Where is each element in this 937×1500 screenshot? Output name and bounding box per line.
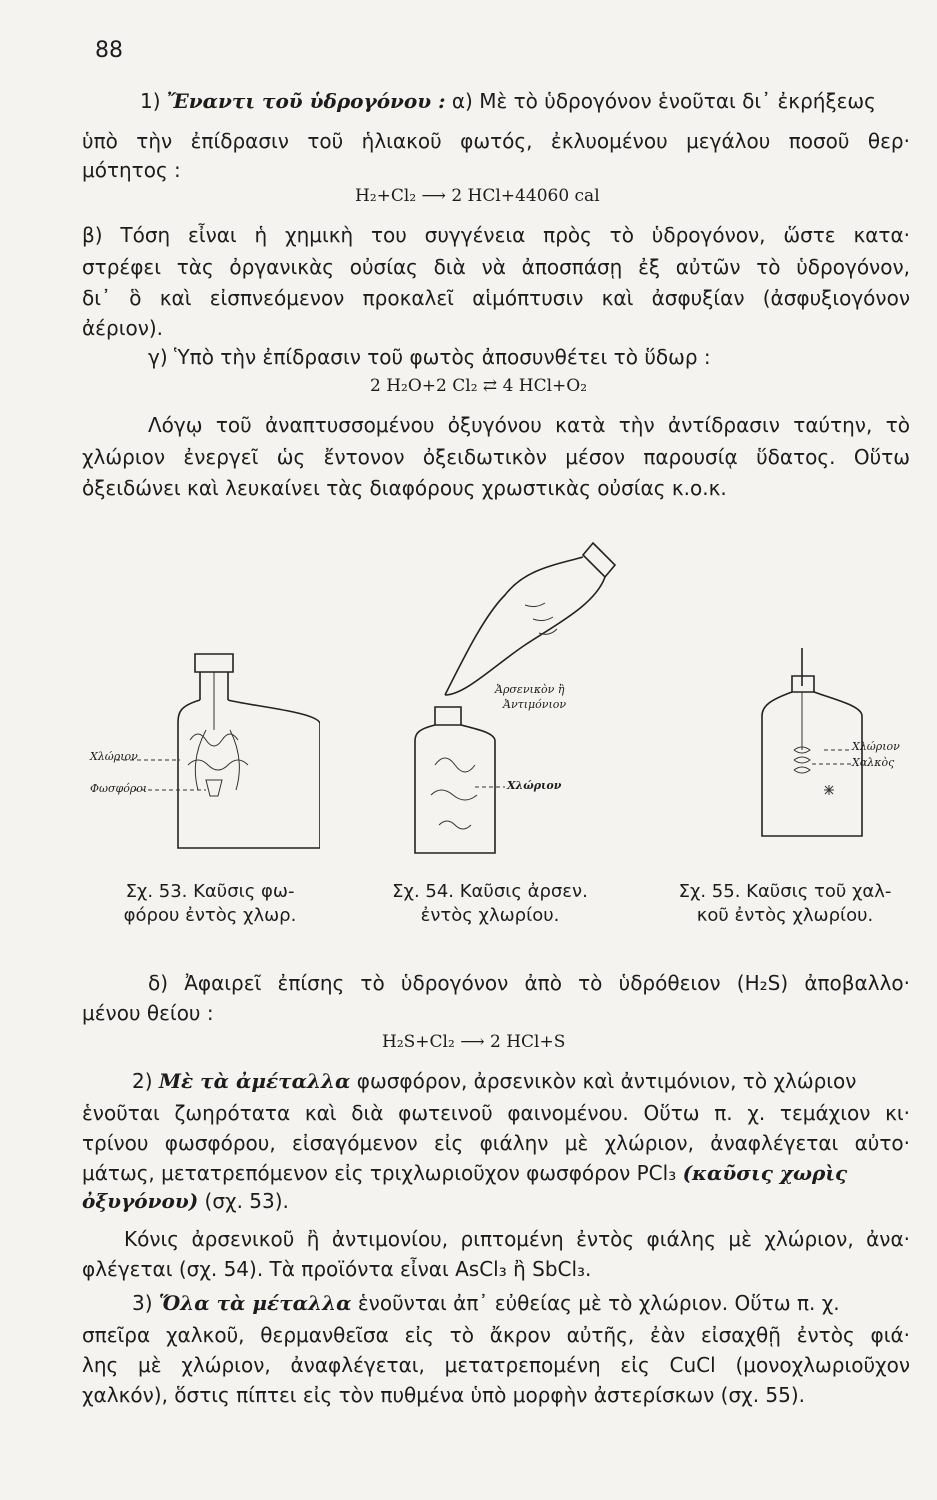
para5-line3: τρίνου φωσφόρου, εἰσαγόμενον εἰς φιάλην μὲ χλώριον, ἀναφλέγεται αὐτο· (82, 1131, 910, 1155)
figure-54 (405, 535, 625, 865)
para2-line5: γ) Ὑπὸ τὴν ἐπίδρασιν τοῦ φωτὸς ἀποσυνθέτει τὸ ὕδωρ : (148, 345, 711, 369)
hand-upper (445, 557, 583, 695)
caption-fig53-line2: φόρου ἐντὸς χλωρ. (123, 905, 297, 926)
label-arsenic-line2: Ἀντιμόνιον (503, 698, 567, 711)
caption-fig53-line1: Σχ. 53. Καῦσις φω- (125, 881, 295, 902)
stopper (195, 654, 233, 672)
para5-line4-italic: (καῦσις χωρὶς (682, 1161, 848, 1185)
para6-line3: λης μὲ χλώριον, ἀναφλέγεται, μετατρεπομένη εἰς CuCl (μονοχλωριοῦχον (82, 1353, 910, 1377)
para5-line4-text: μάτως, μετατρεπόμενον εἰς τριχλωριοῦχον φωσφόρον PCl₃ (82, 1161, 677, 1185)
para5-line5 (82, 1186, 910, 1216)
item-number: 3) (132, 1291, 153, 1315)
figure-53 (80, 640, 320, 870)
para6-line1 (82, 1288, 910, 1318)
equation-3: H₂S+Cl₂ ⟶ 2 HCl+S (382, 1032, 566, 1052)
flames (431, 758, 477, 829)
label-chlorine: Χλώριον (90, 750, 138, 763)
para3-line1: Λόγῳ τοῦ ἀναπτυσσομένου ὀξυγόνου κατὰ τὴν ἀντίδρασιν ταύτην, τὸ (148, 413, 910, 437)
para3-line2: χλώριον ἐνεργεῖ ὡς ἔντονον ὀξειδωτικὸν μέσον παρουσίᾳ ὕδατος. Οὕτω (82, 445, 910, 469)
bottle-body (178, 700, 320, 848)
para1-line1-text: α) Μὲ τὸ ὑδρογόνον ἑνοῦται δι᾽ ἐκρήξεως (451, 89, 876, 113)
para5-line7: φλέγεται (σχ. 54). Τὰ προϊόντα εἶναι AsCl₃ ἢ SbCl₃. (82, 1257, 592, 1281)
caption-fig55 (655, 880, 915, 928)
page-number: 88 (95, 38, 123, 63)
label-chlorine: Χλώριον (507, 779, 562, 792)
caption-fig53 (95, 880, 325, 928)
para5-line5-text: (σχ. 53). (204, 1189, 289, 1213)
para1-line3: μότητος : (82, 158, 181, 182)
spoon-wire (195, 672, 239, 790)
para4-line1: δ) Ἀφαιρεῖ ἐπίσης τὸ ὑδρογόνον ἀπὸ τὸ ὑδρόθειον (H₂S) ἀποβαλλο· (148, 971, 910, 995)
cuff (583, 543, 615, 577)
item-number: 1) (140, 89, 161, 113)
caption-fig55-line2: κοῦ ἐντὸς χλωρίου. (696, 905, 874, 926)
para5-line5-italic: ὀξυγόνου) (82, 1189, 199, 1213)
para6-line2: σπεῖρα χαλκοῦ, θερμανθεῖσα εἰς τὸ ἄκρον αὐτῆς, ἐὰν εἰσαχθῇ ἐντὸς φιά· (82, 1323, 910, 1347)
spoon-cup (206, 780, 222, 796)
neck (435, 707, 461, 725)
figure-55-drawing (740, 640, 920, 870)
caption-fig54-line2: ἐντὸς χλωρίου. (420, 905, 560, 926)
figure-55 (740, 640, 920, 870)
para3-line3: ὀξειδώνει καὶ λευκαίνει τὰς διαφόρους χρωστικὰς οὐσίας κ.ο.κ. (82, 476, 727, 500)
caption-fig54-line1: Σχ. 54. Καῦσις ἀρσεν. (392, 881, 588, 902)
section-heading: Μὲ τὰ ἀμέταλλα (158, 1069, 351, 1093)
caption-fig54 (370, 880, 610, 928)
para5-line1-text: φωσφόρον, ἀρσενικὸν καὶ ἀντιμόνιον, τὸ χλώριον (356, 1069, 857, 1093)
section-heading: Ὅλα τὰ μέταλλα (158, 1291, 352, 1315)
item-number: 2) (132, 1069, 153, 1093)
para5-line1 (82, 1066, 910, 1096)
para6-line4: χαλκόν), ὅστις πίπτει εἰς τὸν πυθμένα ὑπὸ μορφὴν ἀστερίσκων (σχ. 55). (82, 1383, 806, 1407)
para1-line2: ὑπὸ τὴν ἐπίδρασιν τοῦ ἡλιακοῦ φωτός, ἐκλυομένου μεγάλου ποσοῦ θερ· (82, 129, 910, 153)
para5-line6: Κόνις ἀρσενικοῦ ἢ ἀντιμονίου, ριπτομένη ἐντὸς φιάλης μὲ χλώριον, ἀνα· (124, 1227, 910, 1251)
bottle (415, 725, 495, 853)
fingers (525, 603, 557, 634)
hand-lower (445, 577, 605, 695)
label-chlorine: Χλώριον (852, 740, 900, 753)
para2-line3: δι᾽ ὃ καὶ εἰσπνεόμενον προκαλεῖ αἱμόπτυσιν καὶ ἀσφυξίαν (ἀσφυξιογόνον (82, 286, 910, 310)
para5-line4 (82, 1158, 910, 1188)
equation-1: H₂+Cl₂ ⟶ 2 HCl+44060 cal (355, 186, 600, 206)
caption-fig55-line1: Σχ. 55. Καῦσις τοῦ χαλ- (678, 881, 892, 902)
para4-line2: μένου θείου : (82, 1001, 214, 1025)
label-phosphorus: Φωσφόροι (90, 782, 148, 795)
para6-line1-text: ἑνοῦνται ἀπ᾽ εὐθείας μὲ τὸ χλώριον. Οὕτω π. χ. (357, 1291, 840, 1315)
stopper (792, 676, 814, 692)
label-arsenic-line1: Ἀρσενικὸν ἢ (495, 683, 565, 696)
para2-line4: ἀέριον). (82, 316, 164, 340)
para2-line2: στρέφει τὰς ὀργανικὰς οὐσίας διὰ νὰ ἀποσπάσῃ ἐξ αὐτῶν τὸ ὑδρογόνον, (82, 255, 910, 279)
equation-2: 2 H₂O+2 Cl₂ ⇄ 4 HCl+O₂ (370, 376, 588, 396)
para1-line1 (82, 86, 910, 116)
para5-line2: ἑνοῦται ζωηρότατα καὶ διὰ φωτεινοῦ φαινομένου. Οὕτω π. χ. τεμάχιον κι· (82, 1101, 910, 1125)
para2-line1: β) Τόση εἶναι ἡ χημικὴ του συγγένεια πρὸς τὸ ὑδρογόνον, ὥστε κατα· (82, 223, 910, 247)
spark-star (824, 785, 834, 795)
copper-spiral (794, 747, 810, 773)
section-heading: Ἔναντι τοῦ ὑδρογόνου : (166, 89, 446, 113)
label-copper: Χαλκὸς (852, 756, 895, 769)
